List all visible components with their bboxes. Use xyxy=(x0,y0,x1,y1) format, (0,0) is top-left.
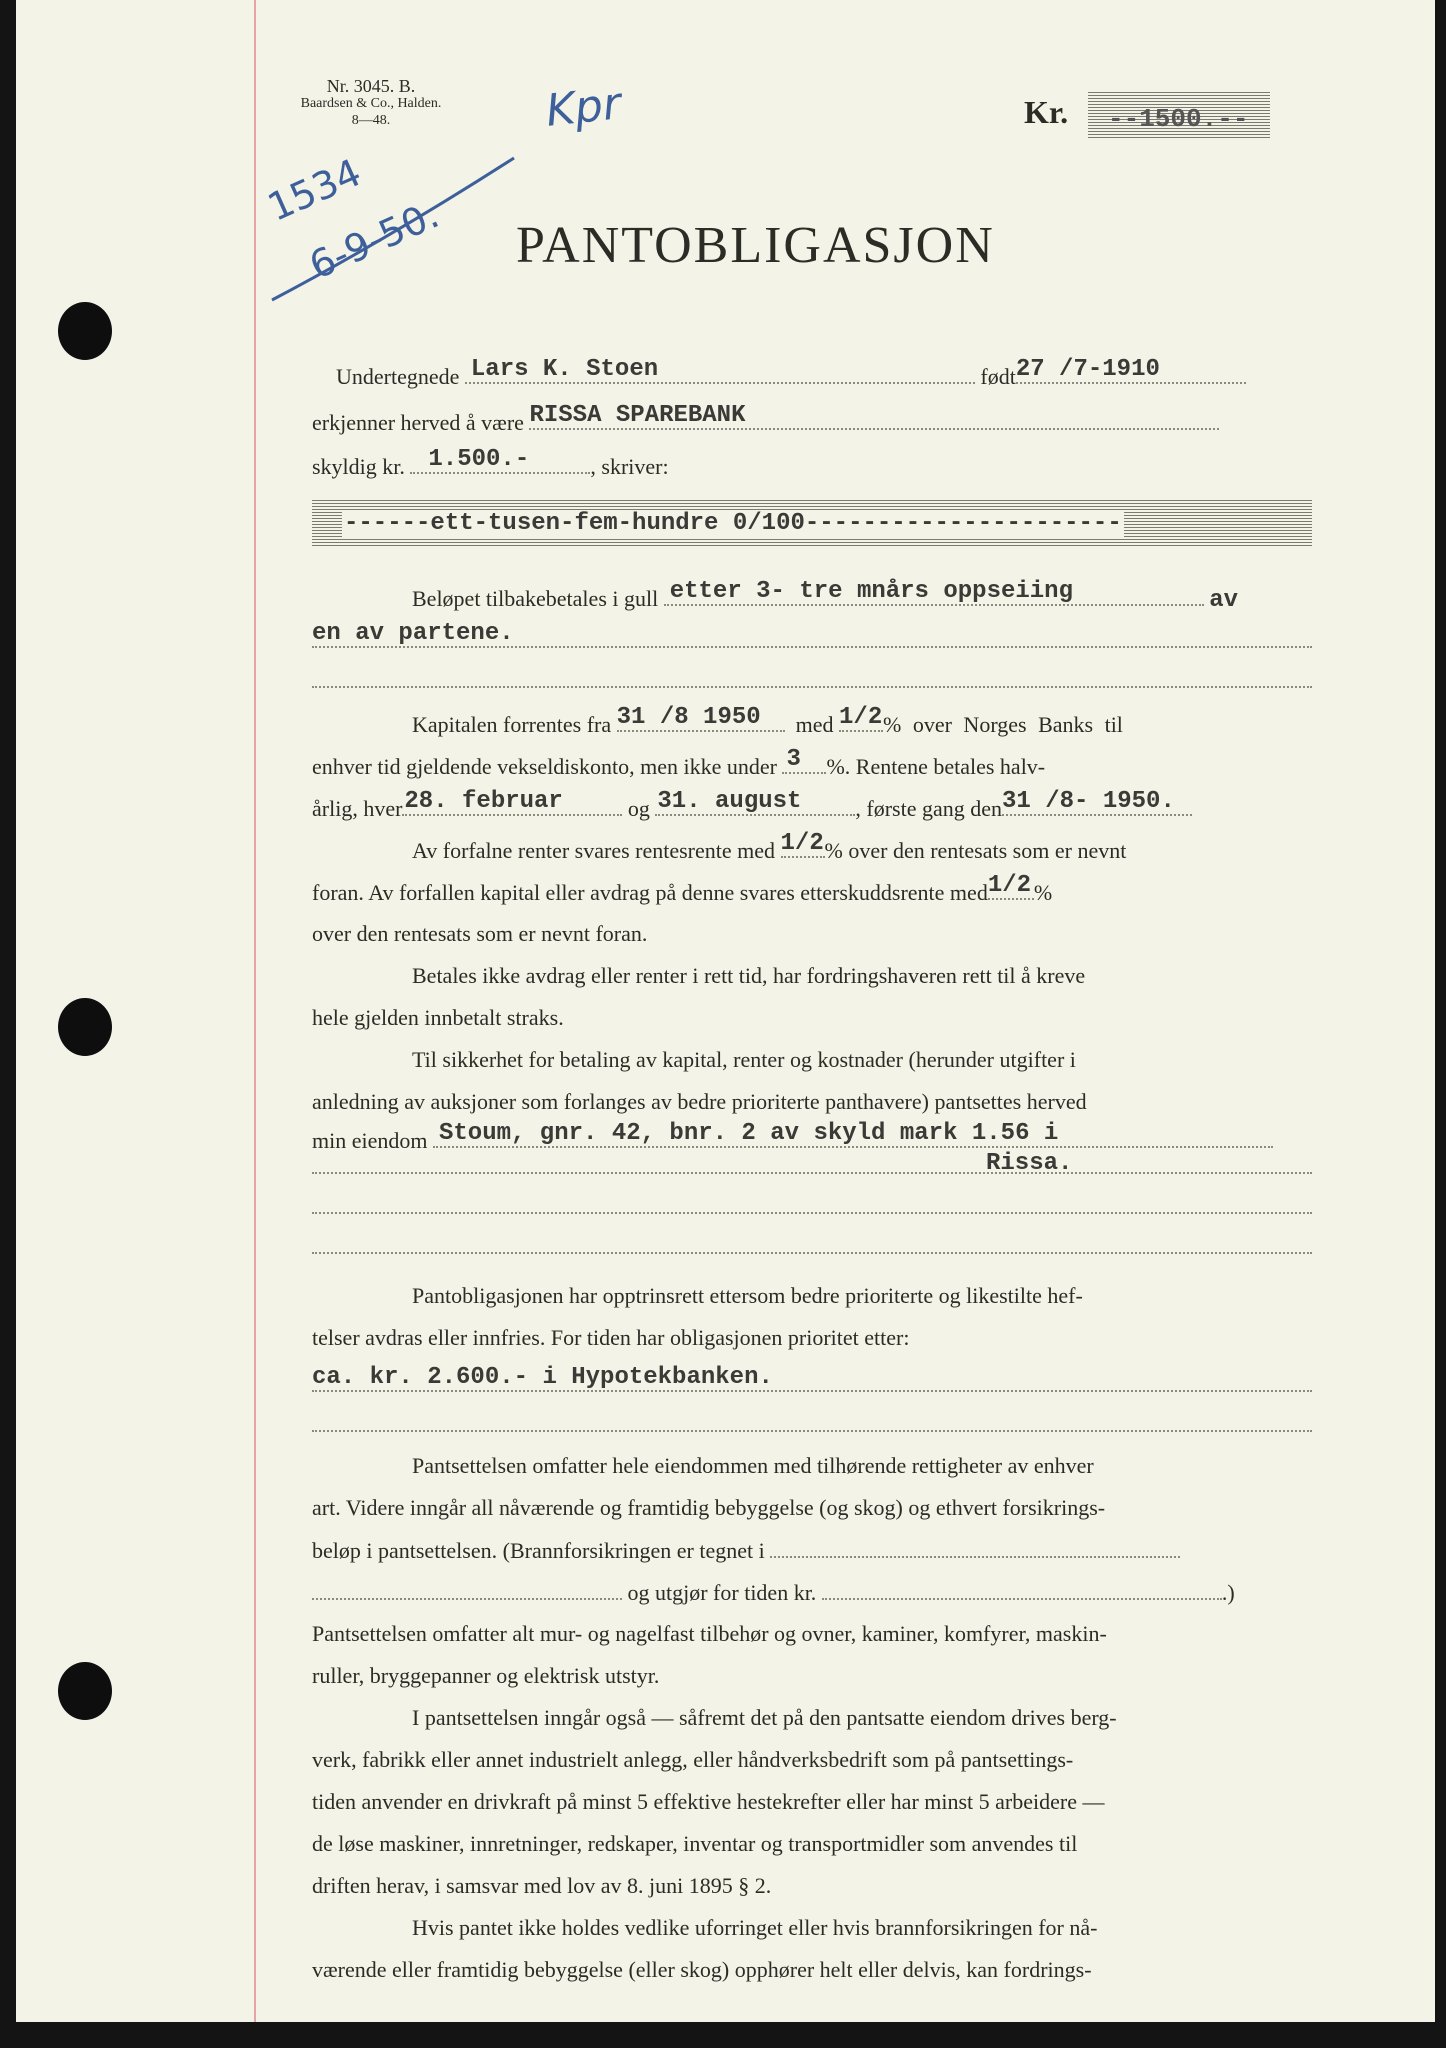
repayment-terms: etter 3- tre mnårs oppseiing xyxy=(669,578,1073,605)
industrial-line-5: driften herav, i samsvar med lov av 8. juni 1895 § 2. xyxy=(312,1873,772,1898)
dotted-rule xyxy=(312,646,1312,648)
dotted-rule xyxy=(312,686,1312,688)
interest-line-4 xyxy=(412,830,1127,865)
late-rate-field[interactable] xyxy=(987,872,1034,900)
insurer-field-cont[interactable] xyxy=(312,1578,622,1600)
first-payment-field[interactable] xyxy=(1002,788,1192,816)
text: % xyxy=(1033,880,1053,905)
text: , første gang den xyxy=(855,796,1003,821)
min-rate-field[interactable] xyxy=(782,746,826,774)
creditor-field[interactable] xyxy=(529,402,1219,430)
punch-hole xyxy=(58,302,112,360)
text: .) xyxy=(1221,1580,1235,1605)
scope-line-1: Pantsettelsen omfatter hele eiendommen med tilhørende rettigheter av enhver xyxy=(412,1453,1094,1478)
debtor-line xyxy=(336,356,1246,391)
born-value: 27 /7-1910 xyxy=(1015,356,1160,383)
interest-from-date: 31 /8 1950 xyxy=(616,704,761,731)
maintenance-line-2: værende eller framtidig bebyggelse (eller skog) opphører helt eller delvis, kan fordrings- xyxy=(312,1957,1092,1982)
text: beløp i pantsettelsen. (Brannforsikringen er tegnet i xyxy=(312,1538,765,1563)
repayment-line xyxy=(412,578,1239,615)
text: % over Norges Banks til xyxy=(883,712,1123,737)
interest-line-2 xyxy=(312,746,1046,781)
margin-line xyxy=(254,0,256,2022)
property-description: Stoum, gnr. 42, bnr. 2 av skyld mark 1.56 i xyxy=(438,1120,1059,1147)
property-line xyxy=(312,1120,1273,1155)
interest-rate: 1/2 xyxy=(839,704,883,731)
scope-line-6: ruller, bryggepanner og elektrisk utstyr. xyxy=(312,1663,660,1688)
repayment-label: Beløpet tilbakebetales i gull xyxy=(412,586,659,611)
printer-info xyxy=(276,78,466,129)
scope-line-4 xyxy=(312,1578,1235,1607)
interest-line-5 xyxy=(312,872,1053,907)
document-page xyxy=(16,0,1435,2022)
handwritten-registration-number: 1534 xyxy=(261,150,368,230)
insurer-field[interactable] xyxy=(770,1536,1180,1558)
dotted-rule xyxy=(312,1390,1312,1392)
dotted-rule xyxy=(312,1172,1312,1174)
priority-value[interactable]: ca. kr. 2.600.- i Hypotekbanken. xyxy=(312,1364,773,1391)
creditor-label: erkjenner herved å være xyxy=(312,410,524,435)
text: enhver tid gjeldende vekseldiskonto, men ikke under xyxy=(312,754,777,779)
dotted-rule xyxy=(312,1430,1312,1432)
property-description-line2: Rissa. xyxy=(986,1150,1073,1177)
interest-line-1 xyxy=(412,704,1123,739)
text: Kapitalen forrentes fra xyxy=(412,712,612,737)
property-label: min eiendom xyxy=(312,1128,428,1153)
form-number: Nr. 3045. B. xyxy=(326,76,416,96)
dotted-rule xyxy=(312,1252,1312,1254)
debt-in-words: ------ett-tusen-fem-hundre 0/100---------------------- xyxy=(344,510,1122,537)
interest-line-6: over den rentesats som er nevnt foran. xyxy=(312,921,648,946)
repayment-terms-line2: en av partene. xyxy=(312,620,514,647)
debtor-name: Lars K. Stoen xyxy=(470,356,659,383)
amount-value: --1500.-- xyxy=(1108,104,1249,134)
late-rate: 1/2 xyxy=(987,872,1032,899)
text: foran. Av forfallen kapital eller avdrag på denne svares etterskuddsrente med xyxy=(312,880,988,905)
repayment-field[interactable] xyxy=(664,578,1204,606)
amount-box xyxy=(1088,90,1270,140)
debtor-name-field[interactable] xyxy=(465,356,975,384)
debt-suffix: , skriver: xyxy=(590,454,669,479)
creditor-line xyxy=(312,402,1219,437)
compound-rate-field[interactable] xyxy=(780,830,825,858)
creditor-name: RISSA SPAREBANK xyxy=(529,402,746,429)
publisher: Baardsen & Co., Halden. xyxy=(300,96,442,111)
payment-date2-field[interactable] xyxy=(655,788,855,816)
debt-amount-field[interactable] xyxy=(410,446,590,474)
payment-date2: 31. august xyxy=(657,788,802,815)
industrial-line-2: verk, fabrikk eller annet industrielt anlegg, eller håndverksbedrift som på pantsettings- xyxy=(312,1747,1074,1772)
handwritten-registration-date: 6-9-50. xyxy=(302,192,446,288)
text: % over den rentesats som er nevnt xyxy=(824,838,1127,863)
industrial-line-1: I pantsettelsen inngår også — såfremt det på den pantsatte eiendom drives berg- xyxy=(412,1705,1117,1730)
min-rate: 3 xyxy=(786,746,801,773)
scope-line-3 xyxy=(312,1536,1180,1565)
property-field[interactable] xyxy=(433,1120,1273,1148)
handwritten-initials: Kpr xyxy=(543,78,624,137)
text: Av forfalne renter svares rentesrente med xyxy=(412,838,776,863)
text: og utgjør for tiden kr. xyxy=(627,1580,817,1605)
edition: 8—48. xyxy=(351,113,391,128)
text: og xyxy=(627,796,650,821)
priority-line-1: Pantobligasjonen har opptrinsrett ettersom bedre prioriterte og likestilte hef- xyxy=(412,1283,1083,1308)
insurance-amount-field[interactable] xyxy=(822,1578,1222,1600)
default-line-1: Betales ikke avdrag eller renter i rett tid, har fordringshaveren rett til å kreve xyxy=(412,963,1086,988)
payment-date1-field[interactable] xyxy=(402,788,622,816)
industrial-line-3: tiden anvender en drivkraft på minst 5 effektive hestekrefter eller har minst 5 arbeidere — xyxy=(312,1789,1105,1814)
debt-words-box xyxy=(312,498,1312,546)
document-title: PANTOBLIGASJON xyxy=(516,217,995,274)
security-line-1: Til sikkerhet for betaling av kapital, renter og kostnader (herunder utgifter i xyxy=(412,1047,1076,1072)
priority-line-2: telser avdras eller innfries. For tiden har obligasjonen prioritet etter: xyxy=(312,1325,910,1350)
first-payment-date: 31 /8- 1950. xyxy=(1002,788,1175,815)
debt-label: skyldig kr. xyxy=(312,454,405,479)
dotted-rule xyxy=(312,1212,1312,1214)
maintenance-line-1: Hvis pantet ikke holdes vedlike uforringet eller hvis brannforsikringen for nå- xyxy=(412,1915,1098,1940)
interest-from-field[interactable] xyxy=(616,704,785,732)
debt-line xyxy=(312,446,669,481)
born-field[interactable] xyxy=(1015,356,1246,384)
default-line-2: hele gjelden innbetalt straks. xyxy=(312,1005,564,1030)
born-label: født xyxy=(980,364,1016,389)
interest-rate-field[interactable] xyxy=(839,704,883,732)
punch-hole xyxy=(58,998,112,1056)
scope-line-5: Pantsettelsen omfatter alt mur- og nagelfast tilbehør og ovner, kaminer, komfyrer, maskin- xyxy=(312,1621,1107,1646)
amount-label: Kr. xyxy=(1024,94,1069,130)
text: med xyxy=(795,712,834,737)
debtor-label: Undertegnede xyxy=(336,364,460,389)
repayment-terms-end: av xyxy=(1209,587,1239,614)
industrial-line-4: de løse maskiner, innretninger, redskaper, inventar og transportmidler som anvendes til xyxy=(312,1831,1078,1856)
text: %. Rentene betales halv- xyxy=(826,754,1046,779)
punch-hole xyxy=(58,1662,112,1720)
security-line-2: anledning av auksjoner som forlanges av bedre prioriterte panthavere) pantsettes herved xyxy=(312,1089,1087,1114)
debt-amount: 1.500.- xyxy=(428,446,530,473)
scope-line-2: art. Videre inngår all nåværende og framtidig bebyggelse (og skog) og ethvert forsikrings- xyxy=(312,1495,1106,1520)
text: årlig, hver xyxy=(312,796,403,821)
payment-date1: 28. februar xyxy=(404,788,563,815)
compound-rate: 1/2 xyxy=(780,830,824,857)
interest-line-3 xyxy=(312,788,1192,823)
